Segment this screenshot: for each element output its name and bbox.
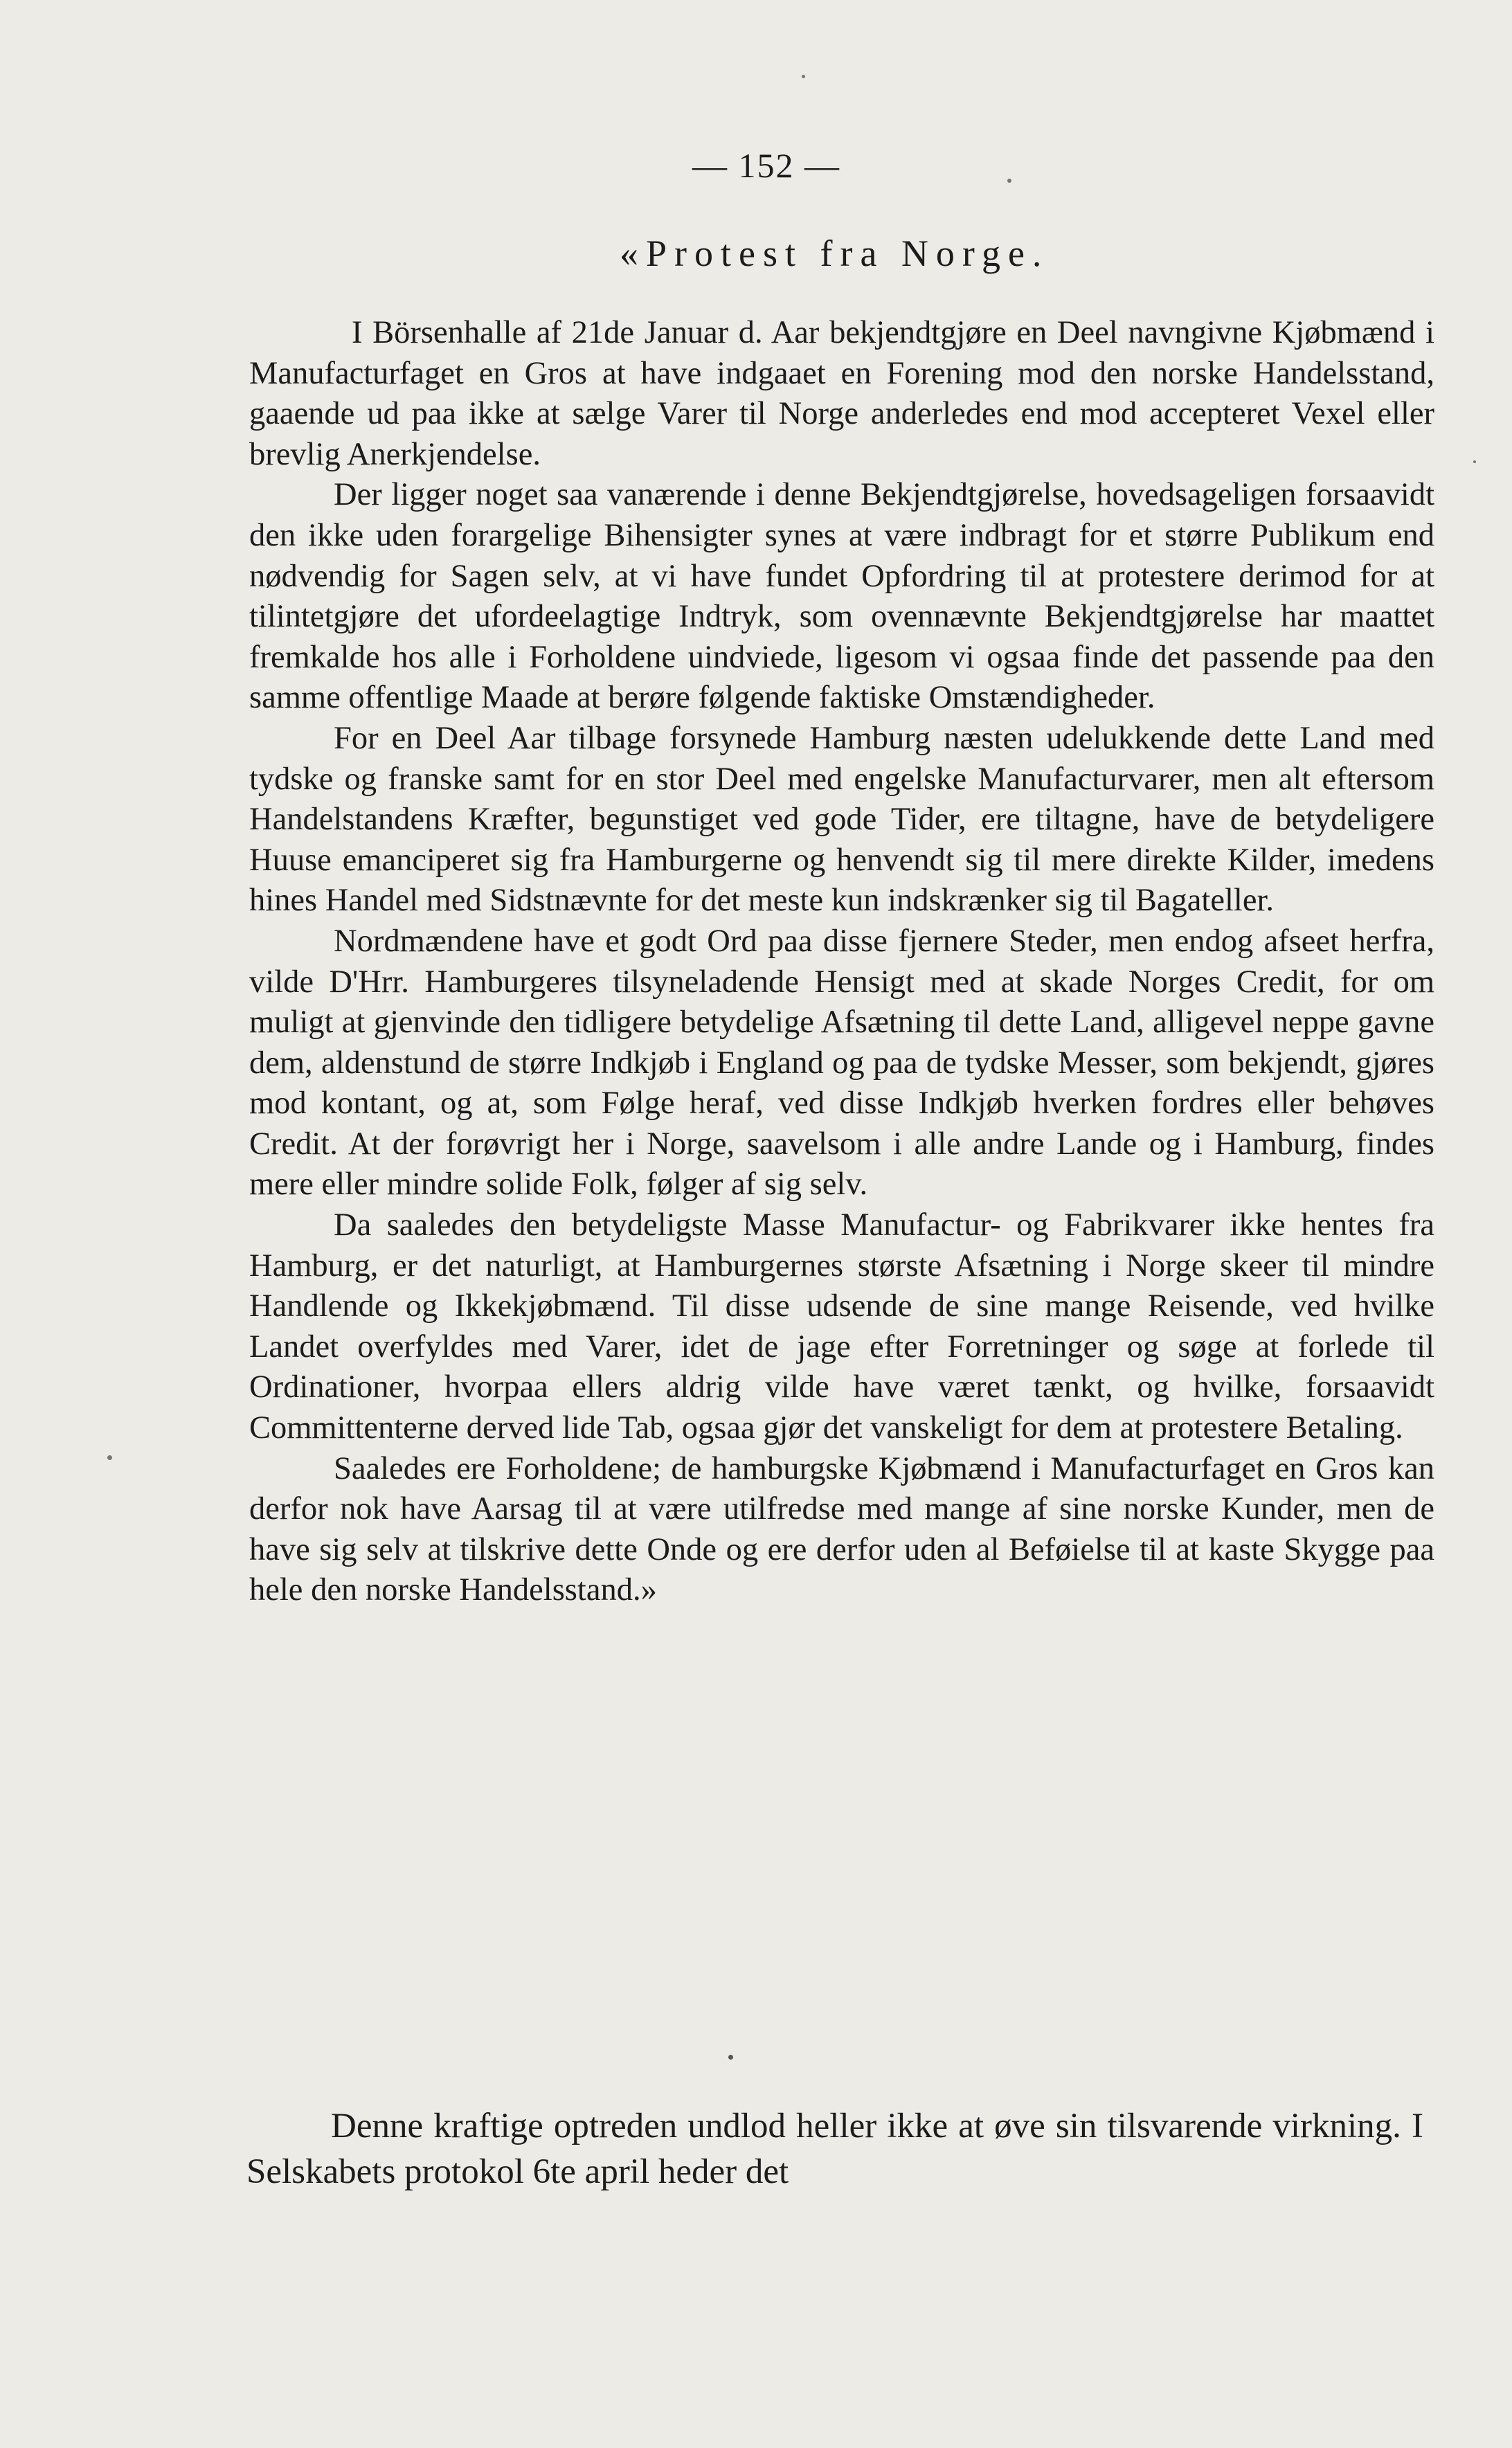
paragraph-1: I Börsenhalle af 21de Januar d. Aar bekjendtgjøre en Deel navngivne Kjøbmænd i Manufacturfaget en Gros at have indgaaet en Forening mod den norske Handelsstand, gaaende ud paa ikke at sælge Varer til Norge anderledes end mod accepteret Vexel eller brevlig Anerkjendelse. [249,315,1434,472]
separator-dot [728,2055,733,2060]
paragraph-2: Der ligger noget saa vanærende i denne Bekjendtgjørelse, hovedsageligen forsaavidt den ikke uden forargelige Bihensigter synes at være indbragt for et større Publikum end nødvendig for Sagen selv, at vi have fundet Opfordring til at protestere derimod for at tilintetgjøre det ufordeelagtige Indtryk, som ovennævnte Bekjendtgjørelse har maattet fremkalde hos alle i Forholdene uindviede, ligesom vi ogsaa finde det passende paa den samme offentlige Maade at berøre følgende faktiske Omstændigheder. [249,477,1434,716]
print-speck [802,75,805,78]
print-speck [107,1455,112,1460]
paragraph-3: For en Deel Aar tilbage forsynede Hamburg næsten udelukkende dette Land med tydske og franske samt for en stor Deel med engelske Manufacturvarer, men alt eftersom Handelstandens Kræfter, begunstiget ved gode Tider, ere tiltagne, have de betydeligere Huuse emanciperet sig fra Hamburgerne og henvendt sig til mere direkte Kilder, imedens hines Handel med Sidstnævnte for det meste kun indskrænker sig til Bagateller. [249,720,1434,919]
closing-text [246,2103,1423,2195]
protest-text [249,313,1434,1611]
paragraph-5: Da saaledes den betydeligste Masse Manufactur- og Fabrikvarer ikke hentes fra Hamburg, er det naturligt, at Hamburgernes største Afsætning i Norge skeer til mindre Handlende og Ikkekjøbmænd. Til disse udsende de sine mange Reisende, ved hvilke Landet overfyldes med Varer, idet de jage efter Forretninger og søge at forlede til Ordinationer, hvorpaa ellers aldrig vilde have været tænkt, og hvilke, forsaavidt Committenterne derved lide Tab, ogsaa gjør det vanskeligt for dem at protestere Betaling. [249,1207,1434,1446]
section-title: «Protest fra Norge. [620,233,1050,274]
paragraph-6: Saaledes ere Forholdene; de hamburgske Kjøbmænd i Manufacturfaget en Gros kan derfor nok have Aarsag til at være utilfredse med mange af sine norske Kunder, men de have sig selv at tilskrive dette Onde og ere derfor uden al Beføielse til at kaste Skygge paa hele den norske Handelsstand.» [249,1450,1434,1608]
print-speck [1007,179,1011,183]
closing-paragraph: Denne kraftige optreden undlod heller ikke at øve sin tilsvarende virkning. I Selskabets protokol 6te april heder det [246,2107,1423,2191]
page-number: — 152 — [692,146,840,185]
paragraph-4: Nordmændene have et godt Ord paa disse fjernere Steder, men endog afseet herfra, vilde D'Hrr. Hamburgeres tilsyneladende Hensigt med at skade Norges Credit, for om muligt at gjenvinde den tidligere betydelige Afsætning til dette Land, alligevel neppe gavne dem, aldenstund de større Indkjøb i England og paa de tydske Messer, som bekjendt, gjøres mod kontant, og at, som Følge heraf, ved disse Indkjøb hverken fordres eller behøves Credit. At der forøvrigt her i Norge, saavelsom i alle andre Lande og i Hamburg, findes mere eller mindre solide Folk, følger af sig selv. [249,923,1434,1203]
print-speck [1473,460,1476,463]
